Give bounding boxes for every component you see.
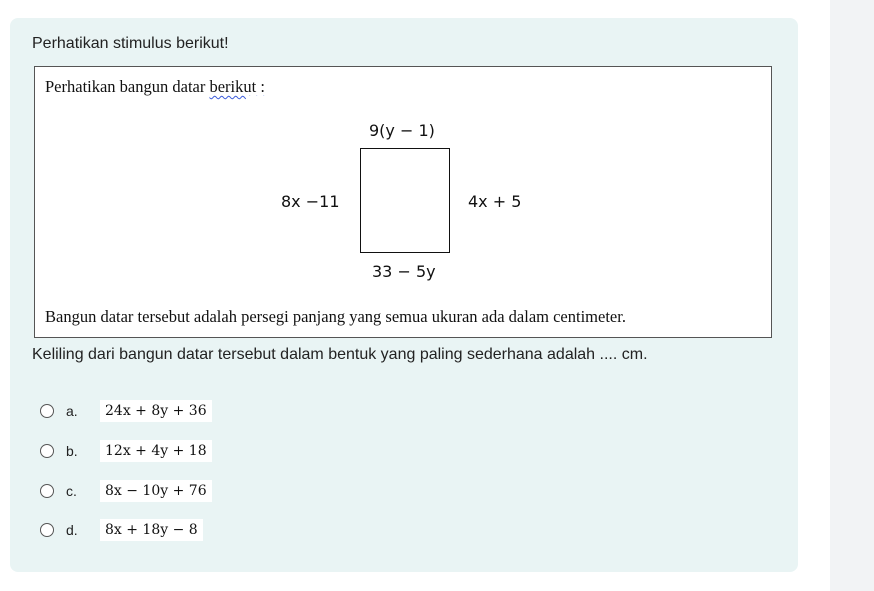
figure-bottom-label: 33 − 5y xyxy=(372,262,436,281)
radio-button[interactable] xyxy=(40,444,54,458)
radio-button[interactable] xyxy=(40,404,54,418)
option-expression: 8x + 18y − 8 xyxy=(100,519,203,541)
option-letter: b. xyxy=(66,443,78,459)
spellcheck-word: berikut : xyxy=(209,77,265,96)
stimulus-intro xyxy=(45,77,265,97)
option-b[interactable] xyxy=(40,438,212,464)
option-c[interactable] xyxy=(40,478,212,504)
figure-left-label: 8x −11 xyxy=(281,192,340,211)
option-expression: 12x + 4y + 18 xyxy=(100,440,212,462)
stimulus-box xyxy=(34,66,772,338)
option-a[interactable] xyxy=(40,398,212,424)
option-expression: 8x − 10y + 76 xyxy=(100,480,212,502)
stimulus-note: Bangun datar tersebut adalah persegi panjang yang semua ukuran ada dalam centimeter. xyxy=(45,307,626,326)
figure-top-label: 9(y − 1) xyxy=(369,121,435,140)
option-letter: d. xyxy=(66,522,78,538)
radio-button[interactable] xyxy=(40,484,54,498)
option-letter: a. xyxy=(66,403,78,419)
option-d[interactable] xyxy=(40,517,203,543)
option-expression: 24x + 8y + 36 xyxy=(100,400,212,422)
figure-right-label: 4x + 5 xyxy=(468,192,522,211)
stimulus-intro-text: Perhatikan bangun datar xyxy=(45,77,210,96)
stimulus-heading: Perhatikan stimulus berikut! xyxy=(32,35,229,52)
option-letter: c. xyxy=(66,483,77,499)
radio-button[interactable] xyxy=(40,523,54,537)
right-side-panel xyxy=(830,0,874,591)
question-text: Keliling dari bangun datar tersebut dalam bentuk yang paling sederhana adalah .... cm. xyxy=(32,346,648,363)
rectangle-shape xyxy=(360,148,450,253)
